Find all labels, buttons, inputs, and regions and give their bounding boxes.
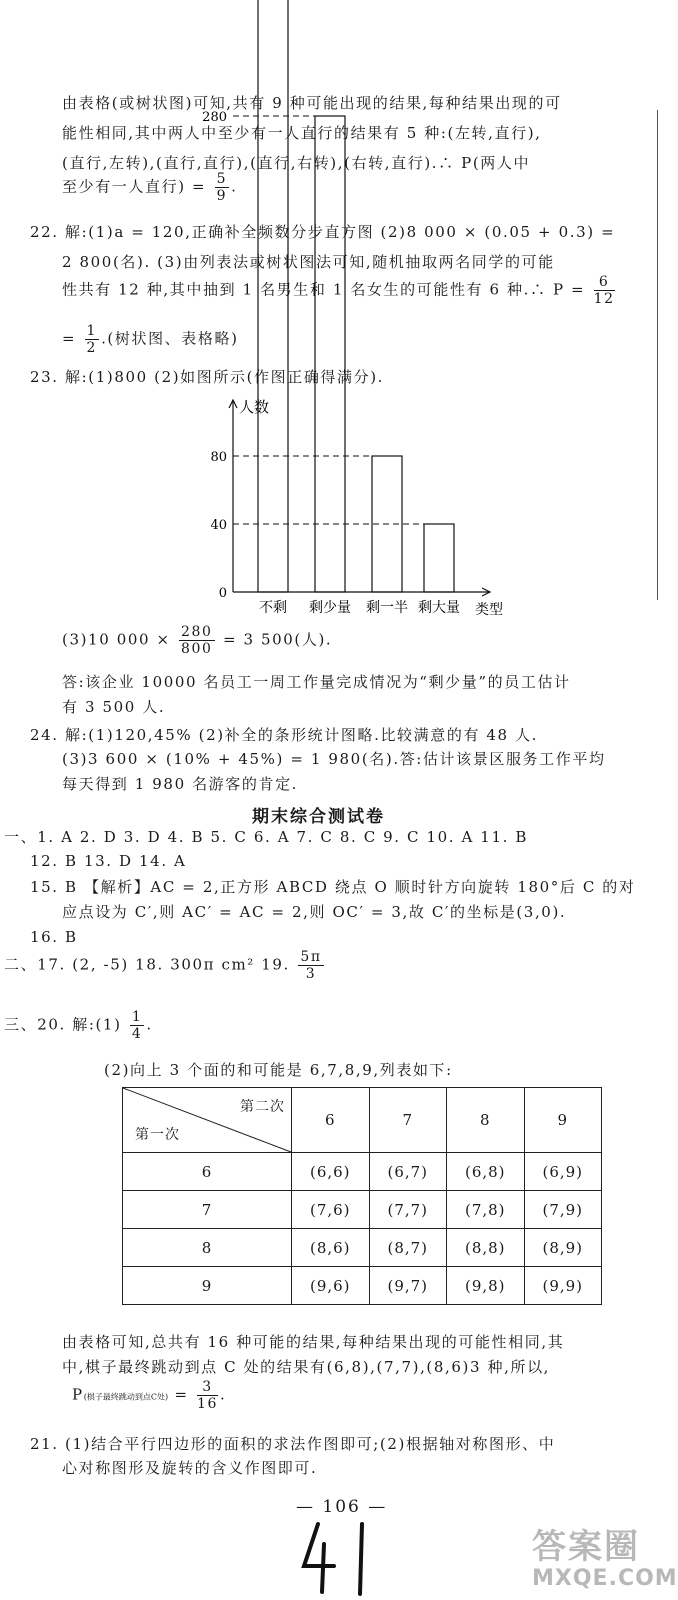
fraction: $\frac{1}{4}$ bbox=[131, 1009, 143, 1042]
table-cell: (6,6) bbox=[292, 1153, 370, 1191]
x-axis-label: 类型 bbox=[475, 602, 503, 618]
table-cell: (7,8) bbox=[447, 1191, 525, 1229]
y-tick-label: 80 bbox=[210, 450, 227, 465]
question-24-line: 24. 解:(1)120,45% (2)补全的条形统计图略.比较满意的有 48 人. bbox=[30, 726, 539, 744]
table-cell: (7,6) bbox=[292, 1191, 370, 1229]
text-line: 由表格可知,总共有 16 种可能的结果,每种结果出现的可能性相同,其 bbox=[62, 1333, 565, 1351]
x-tick-label: 剩一半 bbox=[366, 600, 408, 616]
section-title: 期末综合测试卷 bbox=[252, 807, 385, 827]
table-cell: (8,8) bbox=[447, 1229, 525, 1267]
text-line: 由表格(或树状图)可知,共有 9 种可能出现的结果,每种结果出现的可 bbox=[62, 94, 562, 112]
y-axis-label: 人数 bbox=[239, 398, 270, 416]
header-second: 第二次 bbox=[240, 1099, 285, 1115]
fraction: $\frac{3}{16}$ bbox=[197, 1379, 219, 1412]
question-22-line: 22. 解:(1)a = 120,正确补全频数分步直方图 (2)8 000 × (0.05 + 0.3) = bbox=[30, 223, 616, 241]
table-cell: (6,7) bbox=[369, 1153, 447, 1191]
watermark-text: 答案圈 bbox=[532, 1527, 640, 1567]
outcome-table bbox=[122, 1087, 602, 1305]
header-first: 第一次 bbox=[135, 1127, 180, 1143]
x-tick-label: 剩少量 bbox=[309, 600, 351, 616]
text-line: (3)3 600 × (10% + 45%) = 1 980(名).答:估计该景区服务工作平均 bbox=[62, 750, 606, 768]
fraction: $\frac{1}{2}$ bbox=[86, 323, 98, 356]
chart-labels bbox=[239, 398, 503, 618]
table-cell: (9,8) bbox=[447, 1267, 525, 1305]
text-line-fraction: (3)10 000 × $\frac{280}{800}$ = 3 500(人). bbox=[62, 624, 333, 657]
y-tick-label: 280 bbox=[202, 110, 227, 125]
chart-axes bbox=[229, 400, 490, 596]
fraction: $\frac{6}{12}$ bbox=[593, 274, 615, 307]
row-header: 7 bbox=[123, 1191, 292, 1229]
table-cell: (8,6) bbox=[292, 1229, 370, 1267]
text-line-fraction: 至少有一人直行) = $\frac{5}{9}$ . bbox=[62, 171, 238, 204]
table-row bbox=[123, 1229, 602, 1267]
text-line: 中,棋子最终跳动到点 C 处的结果有(6,8),(7,7),(8,6)3 种,所以, bbox=[62, 1358, 551, 1376]
bar bbox=[315, 116, 345, 592]
text-line: 每天得到 1 980 名游客的肯定. bbox=[62, 775, 299, 793]
answers-line: 12. B 13. D 14. A bbox=[30, 852, 187, 870]
col-header: 7 bbox=[369, 1088, 447, 1153]
question-21-line: 21. (1)结合平行四边形的面积的求法作图即可;(2)根据轴对称图形、中 bbox=[30, 1435, 556, 1453]
text-line-fraction: 性共有 12 种,其中抽到 1 名男生和 1 名女生的可能性有 6 种.∴ P = $\frac{6}{12}$ bbox=[62, 274, 615, 307]
page-number: — 106 — bbox=[296, 1497, 388, 1517]
text-line: 能性相同,其中两人中至少有一人直行的结果有 5 种:(左转,直行), bbox=[62, 124, 542, 142]
answers-line: 一、1. A 2. D 3. D 4. B 5. C 6. A 7. C 8. C 9. C 10. A 11. B bbox=[4, 828, 528, 846]
row-header: 8 bbox=[123, 1229, 292, 1267]
table-cell: (6,8) bbox=[447, 1153, 525, 1191]
text-line: (直行,左转),(直行,直行),(直行,右转),(右转,直行).∴ P(两人中 bbox=[62, 154, 531, 172]
text-line: 2 800(名). (3)由列表法或树状图法可知,随机抽取两名同学的可能 bbox=[62, 253, 555, 271]
answers-line: 应点设为 C′,则 AC′ = AC = 2,则 OC′ = 3,故 C′的坐标是(3,0). bbox=[62, 903, 567, 921]
table-cell: (9,6) bbox=[292, 1267, 370, 1305]
text-line: (2)向上 3 个面的和可能是 6,7,8,9,列表如下: bbox=[104, 1061, 453, 1079]
text-line: 心对称图形及旋转的含义作图即可. bbox=[62, 1459, 318, 1477]
table-row bbox=[123, 1153, 602, 1191]
watermark-url: MXQE.COM bbox=[532, 1566, 678, 1591]
fraction: $\frac{5\pi}{3}$ bbox=[300, 949, 322, 982]
col-header: 8 bbox=[447, 1088, 525, 1153]
col-header: 9 bbox=[524, 1088, 602, 1153]
part2-line: 二、17. (2, -5) 18. 300π cm² 19. $\frac{5\pi}{3}$ bbox=[4, 949, 322, 982]
question-23-line: 23. 解:(1)800 (2)如图所示(作图正确得满分). bbox=[30, 368, 385, 386]
table-cell: (9,9) bbox=[524, 1267, 602, 1305]
table-cell: (7,7) bbox=[369, 1191, 447, 1229]
fraction: $\frac{280}{800}$ bbox=[181, 624, 213, 657]
handwritten-page-mark bbox=[300, 1518, 390, 1596]
x-tick-label: 不剩 bbox=[259, 600, 287, 616]
bar bbox=[424, 524, 454, 592]
col-header: 6 bbox=[292, 1088, 370, 1153]
table-row bbox=[123, 1267, 602, 1305]
table-cell: (9,7) bbox=[369, 1267, 447, 1305]
x-tick-label: 剩大量 bbox=[418, 600, 460, 616]
row-header: 6 bbox=[123, 1153, 292, 1191]
text-line: 答:该企业 10000 名员工一周工作量完成情况为“剩少量”的员工估计 bbox=[62, 673, 571, 691]
y-tick-label: 40 bbox=[210, 518, 227, 533]
part3-line: 三、20. 解:(1) $\frac{1}{4}$ . bbox=[4, 1009, 153, 1042]
row-header: 9 bbox=[123, 1267, 292, 1305]
watermark-logo bbox=[532, 1528, 678, 1591]
table-cell: (8,9) bbox=[524, 1229, 602, 1267]
table-row bbox=[123, 1191, 602, 1229]
table-corner-header bbox=[123, 1088, 292, 1153]
table-cell: (6,9) bbox=[524, 1153, 602, 1191]
fraction: $\frac{5}{9}$ bbox=[216, 171, 228, 204]
probability-line: P(棋子最终跳动到点C处) = $\frac{3}{16}$ . bbox=[72, 1379, 227, 1412]
answers-line: 16. B bbox=[30, 928, 78, 946]
text-line-fraction: = $\frac{1}{2}$ .(树状图、表格略) bbox=[62, 323, 239, 356]
text-line: 有 3 500 人. bbox=[62, 698, 166, 716]
table-cell: (8,7) bbox=[369, 1229, 447, 1267]
y-tick-label: 0 bbox=[218, 586, 227, 601]
answers-line: 15. B 【解析】AC = 2,正方形 ABCD 绕点 O 顺时针方向旋转 180°后 C 的对 bbox=[30, 878, 636, 896]
table-cell: (7,9) bbox=[524, 1191, 602, 1229]
